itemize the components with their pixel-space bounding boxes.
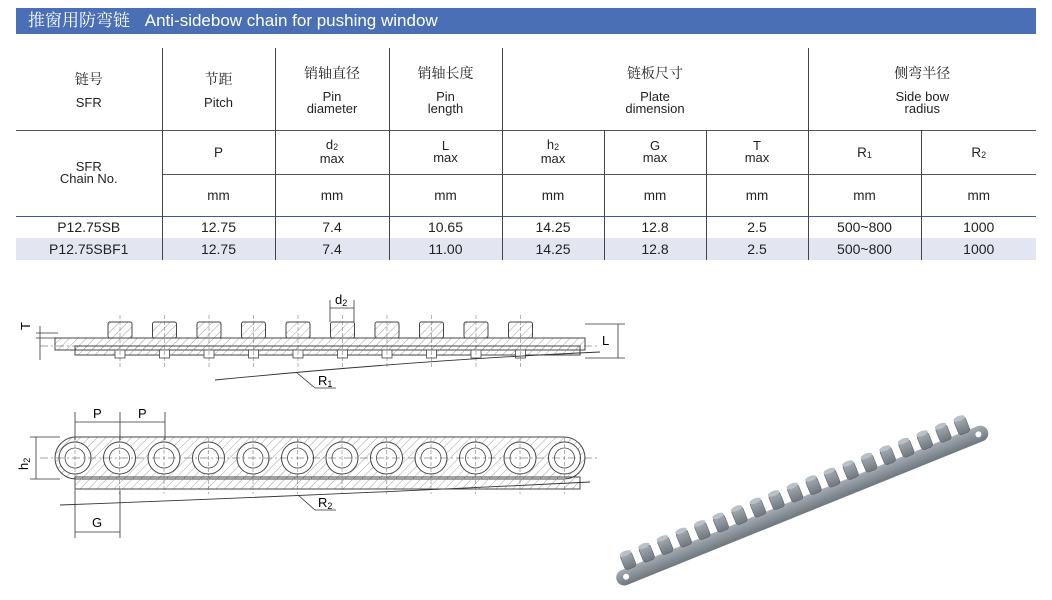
unit-cell: mm	[706, 174, 808, 216]
table-row: P12.75SBF1 12.75 7.4 11.00 14.25 12.8 2.5 500~800 1000	[16, 238, 1036, 260]
sym-t: T max	[706, 130, 808, 174]
unit-cell: mm	[389, 174, 502, 216]
unit-cell: mm	[604, 174, 706, 216]
sym-l: L max	[389, 130, 502, 174]
unit-cell: mm	[162, 174, 275, 216]
dim-h2-label: h2	[16, 457, 32, 470]
table-row: P12.75SB 12.75 7.4 10.65 14.25 12.8 2.5 500~800 1000	[16, 216, 1036, 238]
sym-p: P	[162, 130, 275, 174]
sym-g: G max	[604, 130, 706, 174]
side-view	[18, 292, 625, 389]
header-plate-dimension: 链板尺寸 Plate dimension	[502, 48, 808, 130]
dim-T-label: T	[18, 322, 33, 330]
header-sidebow-radius: 侧弯半径 Side bow radius	[894, 64, 951, 116]
title-cn: 推窗用防弯链	[28, 11, 130, 30]
unit-cell: mm	[921, 174, 1036, 216]
dim-G-label: G	[92, 515, 103, 530]
dim-R2-label: R2	[318, 495, 333, 511]
top-view	[16, 406, 600, 538]
dim-P-label: P	[93, 406, 102, 421]
header-pin-diameter: 销轴直径 Pin diameter	[275, 48, 389, 130]
chain-photo	[608, 408, 991, 588]
header-pitch: 节距 Pitch	[162, 48, 275, 130]
unit-cell: mm	[502, 174, 604, 216]
unit-cell: mm	[808, 174, 921, 216]
unit-cell: mm	[275, 174, 389, 216]
sym-d2: d2 max	[275, 130, 389, 174]
sym-r1: R1	[808, 130, 921, 174]
dim-P-label: P	[138, 406, 147, 421]
header-chain-no: 链号 SFR	[16, 48, 162, 130]
sym-r2: R2	[921, 130, 1036, 174]
dim-d2-label: d2	[335, 292, 348, 308]
title-en: Anti-sidebow chain for pushing window	[144, 11, 438, 30]
dim-R1-label: R1	[318, 373, 333, 389]
header-pin-length: 销轴长度 Pin length	[389, 48, 502, 130]
chain-no-label: SFR Chain No.	[16, 130, 162, 216]
dim-L-label: L	[602, 333, 610, 348]
sym-h2: h2 max	[502, 130, 604, 174]
